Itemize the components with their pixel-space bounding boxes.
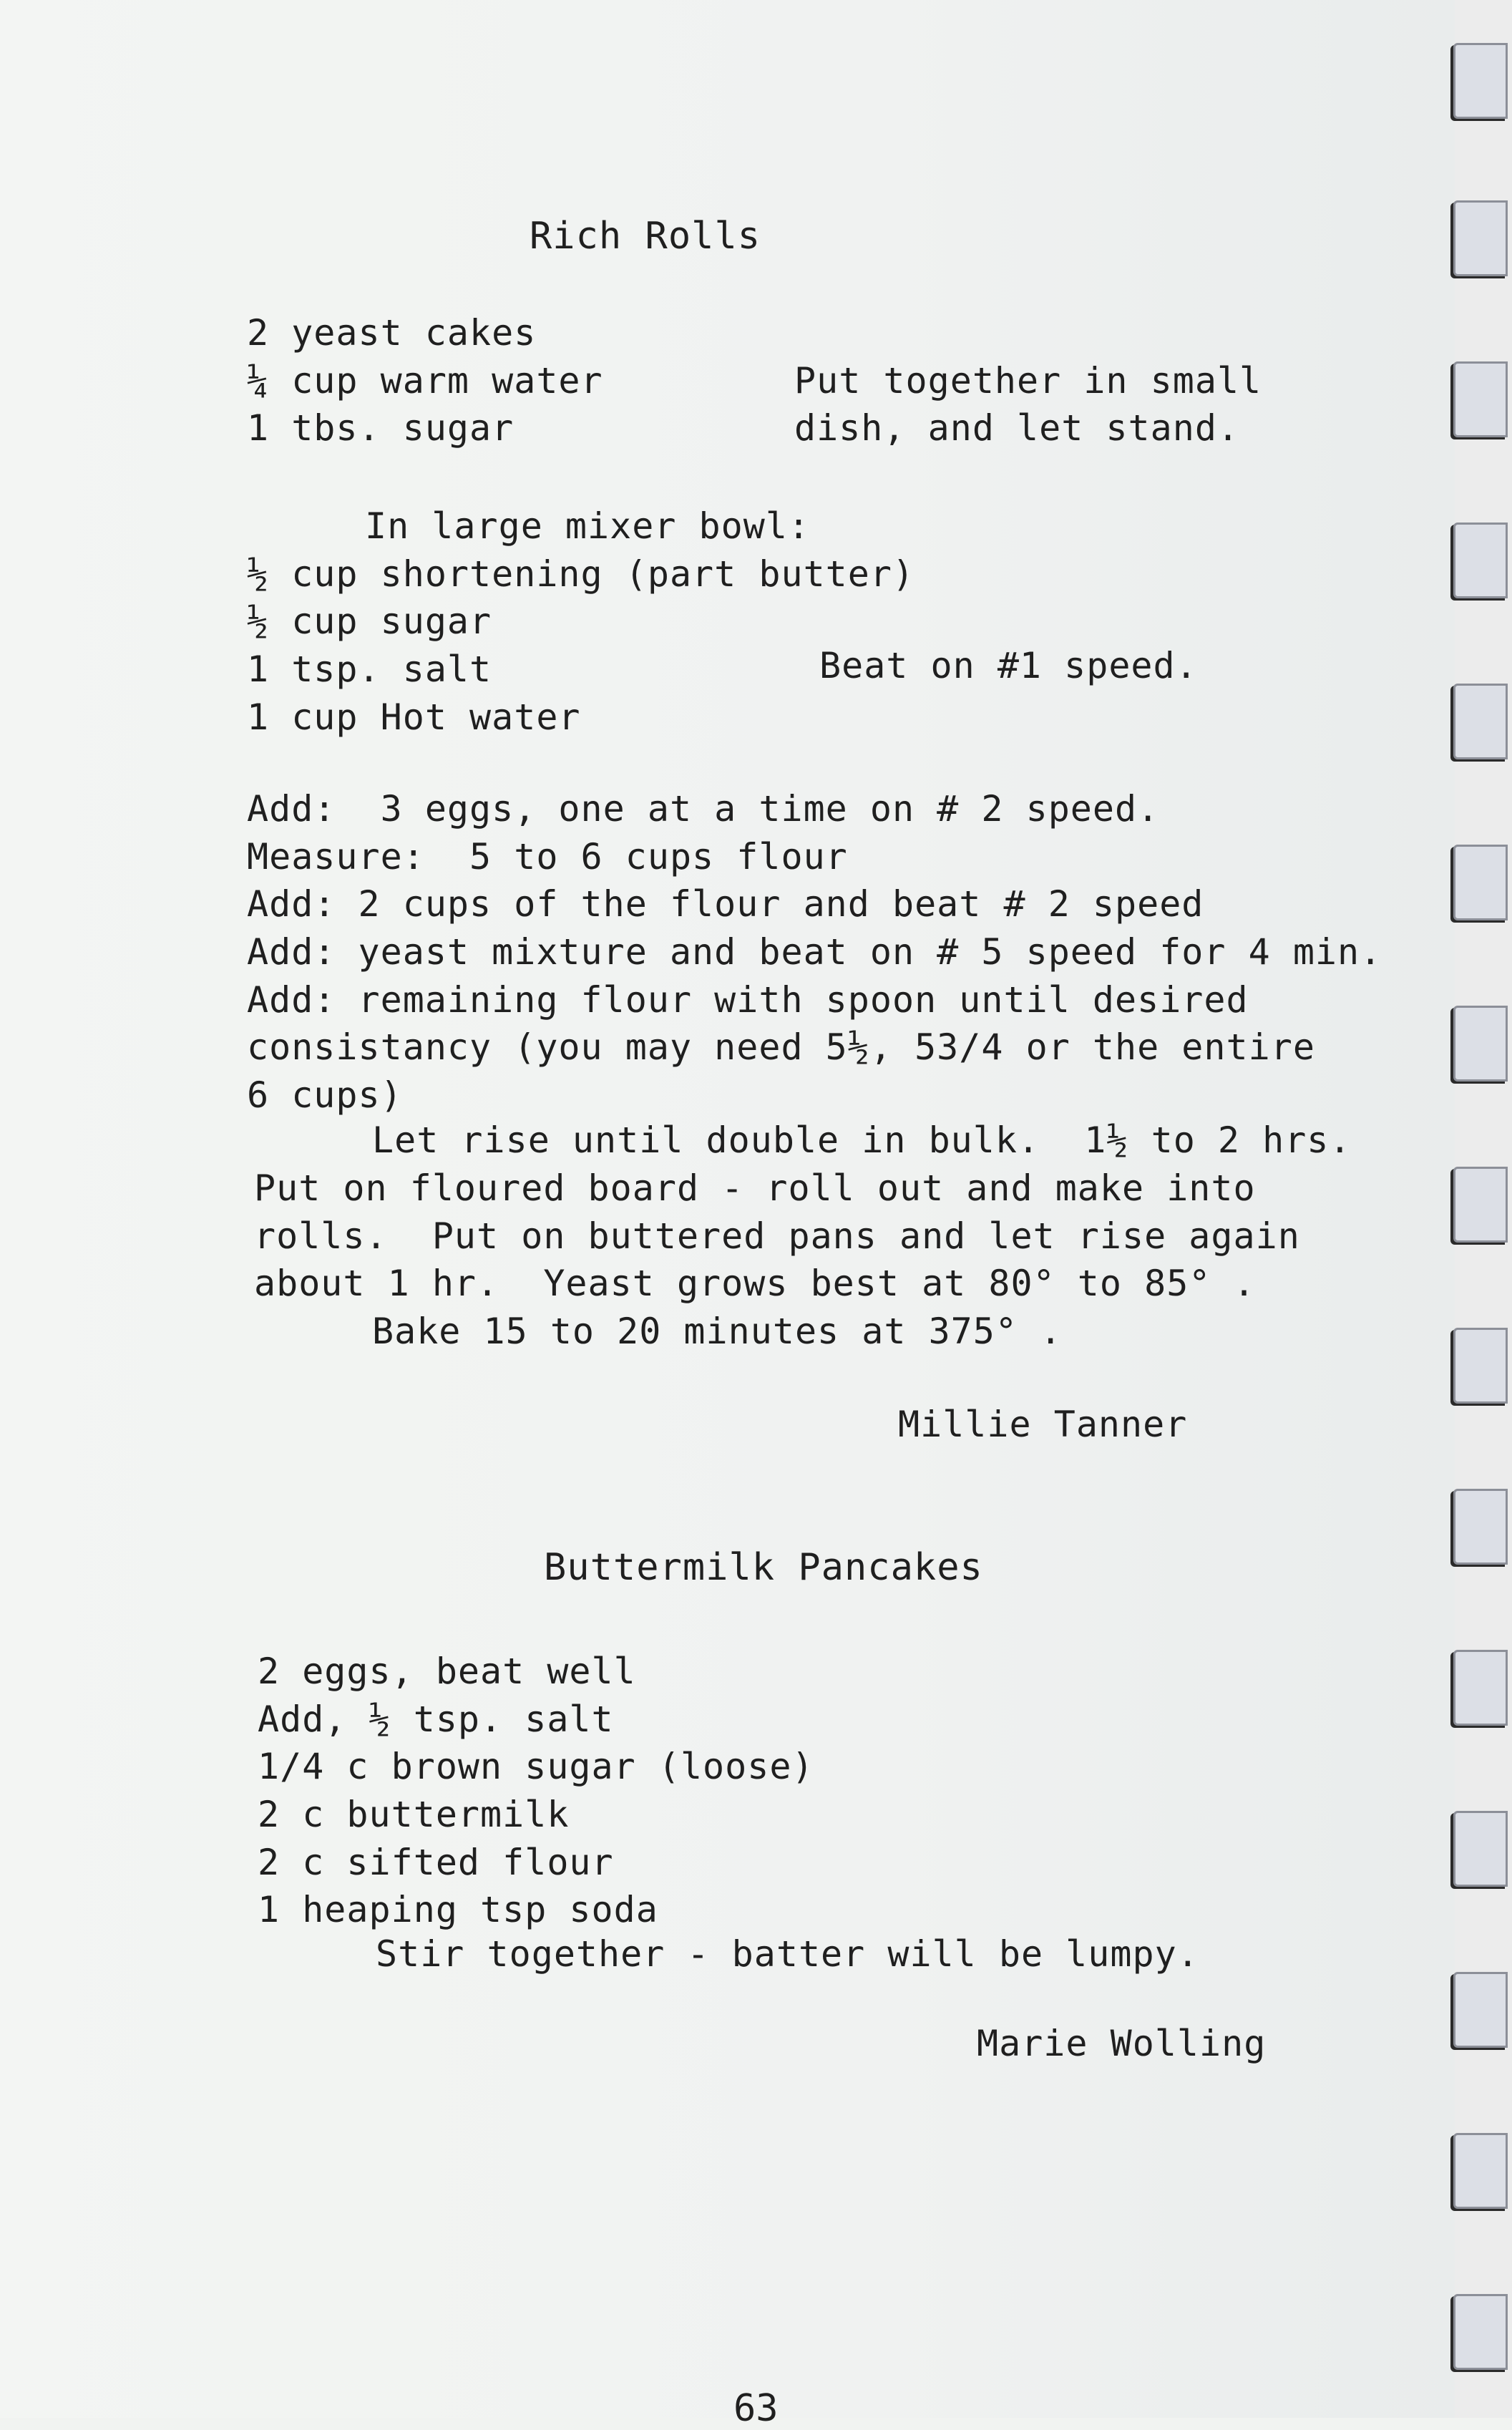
spiral-binding	[1455, 0, 1512, 2418]
page-number: 63	[733, 2387, 779, 2430]
method-line: about 1 hr. Yeast grows best at 80° to 85° .	[254, 1263, 1256, 1304]
binding-tab	[1453, 523, 1508, 598]
ingredient-line: 1/4 c brown sugar (loose)	[258, 1746, 814, 1787]
method-line: Let rise until double in bulk. 1½ to 2 hrs.	[372, 1119, 1352, 1161]
step-line: consistancy (you may need 5½, 53/4 or the entire	[247, 1026, 1315, 1068]
binding-tab	[1453, 2294, 1508, 2370]
recipe-author: Marie Wolling	[977, 2023, 1267, 2064]
instruction-note: Put together in small	[794, 360, 1262, 402]
recipe-author: Millie Tanner	[898, 1404, 1188, 1445]
method-line: Bake 15 to 20 minutes at 375° .	[372, 1311, 1063, 1352]
binding-tab	[1453, 1328, 1508, 1404]
binding-tab	[1453, 1811, 1508, 1887]
ingredient-line: 2 c buttermilk	[258, 1794, 570, 1835]
step-line: Add: remaining flour with spoon until desired	[247, 979, 1249, 1021]
ingredient-line: ½ cup sugar	[247, 601, 492, 642]
mixer-heading: In large mixer bowl:	[365, 505, 811, 547]
ingredient-line: 1 tbs. sugar	[247, 407, 514, 449]
binding-tab	[1453, 684, 1508, 759]
ingredient-line: 1 heaping tsp soda	[258, 1889, 658, 1930]
binding-tab	[1453, 1650, 1508, 1726]
step-line: Add: 3 eggs, one at a time on # 2 speed.	[247, 788, 1160, 830]
binding-tab	[1453, 1489, 1508, 1565]
step-line: 6 cups)	[247, 1074, 403, 1116]
method-line: rolls. Put on buttered pans and let rise again	[254, 1215, 1300, 1257]
step-line: Add: 2 cups of the flour and beat # 2 speed	[247, 883, 1204, 925]
instruction-note: Beat on #1 speed.	[819, 645, 1198, 686]
ingredient-line: ½ cup shortening (part butter)	[247, 553, 915, 595]
binding-tab	[1453, 361, 1508, 437]
binding-tab	[1453, 1972, 1508, 2048]
step-line: Measure: 5 to 6 cups flour	[247, 836, 848, 878]
instruction-note: dish, and let stand.	[794, 407, 1240, 449]
binding-tab	[1453, 1167, 1508, 1243]
binding-tab	[1453, 1006, 1508, 1082]
ingredient-line: 1 tsp. salt	[247, 648, 492, 690]
ingredient-line: ¼ cup warm water	[247, 360, 603, 402]
binding-tab	[1453, 43, 1508, 119]
instruction-line: Stir together - batter will be lumpy.	[376, 1933, 1199, 1975]
binding-tab	[1453, 845, 1508, 920]
binding-tab	[1453, 2133, 1508, 2209]
ingredient-line: 1 cup Hot water	[247, 696, 581, 738]
recipe-title-rich-rolls: Rich Rolls	[530, 215, 761, 258]
recipe-title-buttermilk-pancakes: Buttermilk Pancakes	[544, 1546, 983, 1589]
ingredient-line: 2 yeast cakes	[247, 312, 537, 354]
method-line: Put on floured board - roll out and make into	[254, 1167, 1256, 1209]
ingredient-line: 2 eggs, beat well	[258, 1651, 636, 1692]
binding-tab	[1453, 200, 1508, 276]
step-line: Add: yeast mixture and beat on # 5 speed for 4 min.	[247, 931, 1382, 973]
ingredient-line: Add, ½ tsp. salt	[258, 1698, 614, 1740]
ingredient-line: 2 c sifted flour	[258, 1842, 614, 1883]
